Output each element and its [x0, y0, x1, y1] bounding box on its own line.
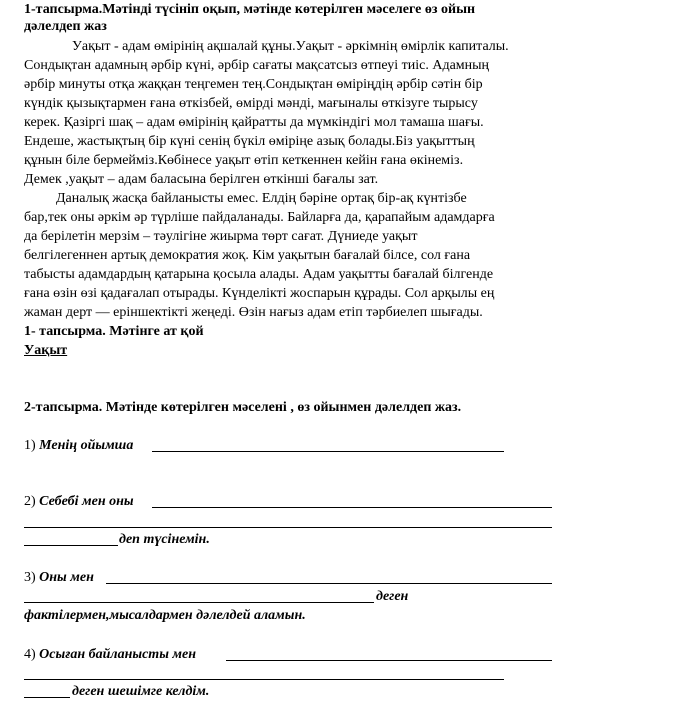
item-prompt: Оны мен — [39, 570, 94, 585]
answer-line[interactable] — [24, 679, 504, 680]
passage-line: Даналық жасқа байланысты емес. Елдің бәріне ортақ бір-ақ күнтізбе — [56, 191, 467, 206]
item-prompt: Менің ойымша — [39, 438, 134, 453]
passage-line: әрбір минуты отқа жаққан теңгемен тең.Сондықтан өміріңдің әрбір сәтін бір — [24, 77, 483, 92]
item-ending: деп түсінемін. — [119, 532, 210, 547]
passage-line: ғана өзін өзі қадағалап отырады. Күнделікті жоспарын құрады. Сол арқылы ең — [24, 286, 495, 301]
item-number: 1) — [24, 438, 36, 453]
passage-line: белгілегеннен артық демократия жоқ. Кім уақытын бағалай білсе, сол ғана — [24, 248, 471, 263]
title-answer: Уақыт — [24, 343, 68, 358]
task1-heading-line1: 1-тапсырма.Мәтінді түсініп оқып, мәтінде көтерілген мәселеге өз ойын — [24, 2, 476, 17]
answer-line[interactable] — [152, 451, 504, 452]
passage-line: Уақыт - адам өмірінің ақшалай құны.Уақыт - әркімнің өмірлік капиталы. — [72, 39, 509, 54]
item-2 — [24, 494, 134, 510]
answer-line[interactable] — [226, 660, 552, 661]
item-1 — [24, 438, 133, 454]
task1-heading-line2: дәлелдеп жаз — [24, 19, 107, 34]
answer-line[interactable] — [24, 527, 552, 528]
passage-line: құнын біле бермейміз.Көбінесе уақыт өтіп кеткеннен кейін ғана өкінеміз. — [24, 153, 464, 168]
passage-line: табысты адамдардың қатарына қосыла алады. Адам уақытты бағалай білгенде — [24, 267, 494, 282]
passage-line: жаман дерт — еріншектікті жеңеді. Өзін нағыз адам етіп тәрбиелеп шығады. — [24, 305, 483, 320]
passage-line: керек. Қазіргі шақ – адам өмірінің қайратты да мүмкіндігі мол тамаша шағы. — [24, 115, 484, 130]
item-4 — [24, 647, 196, 663]
answer-line[interactable] — [24, 602, 374, 603]
passage-line: Ендеше, жастықтың бір күні сенің бүкіл өміріңе азық болады.Біз уақыттың — [24, 134, 475, 149]
item-number: 2) — [24, 494, 36, 509]
item-ending-line2: фактілермен,мысалдармен дәлелдей аламын. — [24, 608, 306, 623]
answer-line[interactable] — [24, 545, 118, 546]
task2-heading: 2-тапсырма. Мәтінде көтерілген мәселені , өз ойынмен дәлелдеп жаз. — [24, 400, 462, 415]
passage-line: да берілетін мерзім – тәулігіне жиырма төрт сағат. Дүниеде уақыт — [24, 229, 418, 244]
item-number: 4) — [24, 647, 36, 662]
answer-line[interactable] — [106, 583, 552, 584]
passage-line: бар,тек оны әркім әр түрлiше пайдаланады. Байларға да, қарапайым адамдарға — [24, 210, 495, 225]
item-ending: деген — [376, 589, 409, 604]
answer-line[interactable] — [24, 697, 70, 698]
passage-line: Сондықтан адамның әрбір күні, әрбір сағаты мақсатсыз өтпеуі тиіс. Адамның — [24, 58, 490, 73]
item-prompt: Осыған байланысты мен — [39, 647, 196, 662]
item-ending: деген шешімге келдім. — [72, 684, 210, 699]
item-3 — [24, 570, 94, 586]
task1b-heading: 1- тапсырма. Мәтінге ат қой — [24, 324, 204, 339]
item-prompt: Себебі мен оны — [39, 494, 134, 509]
item-number: 3) — [24, 570, 36, 585]
passage-line: күндік қызықтармен ғана өткізбей, өмірді мәнді, мағыналы өткізуге тырысу — [24, 96, 478, 111]
passage-line: Демек ,уақыт – адам баласына берілген өткінші бағалы зат. — [24, 172, 379, 187]
answer-line[interactable] — [152, 507, 552, 508]
